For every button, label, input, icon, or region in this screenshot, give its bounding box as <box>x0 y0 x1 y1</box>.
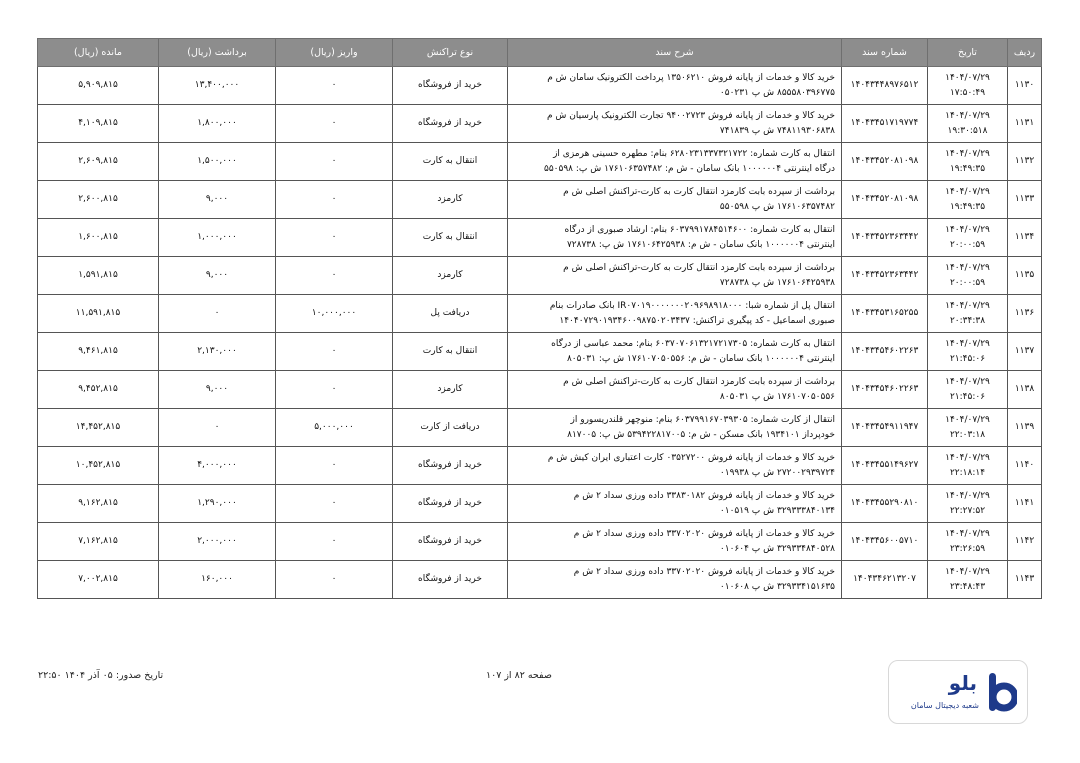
table-row <box>38 295 1042 333</box>
date-cell <box>928 561 1008 599</box>
description-line: خرید کالا و خدمات از پایانه فروش ۱۳۵۰۶۲۱۰ پرداخت الکترونیک سامان ش م <box>547 72 835 83</box>
row-number-cell: ۱۱۳۸ <box>1008 371 1042 409</box>
transaction-type-cell: خرید از فروشگاه <box>393 561 508 599</box>
description-cell <box>508 295 842 333</box>
transaction-type-cell: کارمزد <box>393 181 508 219</box>
column-header: ردیف <box>1008 39 1042 67</box>
description-line: ۱۷۶۱۰۶۳۵۷۴۸۲ ش پ ۵۵۰۵۹۸ <box>719 201 835 212</box>
transaction-type-cell: خرید از فروشگاه <box>393 67 508 105</box>
table-row <box>38 257 1042 295</box>
description-line: انتقال به کارت شماره: ۶۰۳۷۰۷۰۶۱۳۲۱۷۲۱۷۳۰۵ بنام: محمد عباسی از درگاه <box>551 338 835 349</box>
date-text: ۱۴۰۴/۰۷/۲۹ <box>945 414 990 425</box>
deposit-cell: ۰ <box>276 485 393 523</box>
document-number-cell: ۱۴۰۴۳۴۵۱۷۱۹۷۷۴ <box>842 105 928 143</box>
time-text: ۲۱:۴۵:۰۶ <box>949 391 986 402</box>
deposit-cell: ۰ <box>276 67 393 105</box>
balance-cell: ۹,۴۶۱,۸۱۵ <box>38 333 159 371</box>
column-header: شرح سند <box>508 39 842 67</box>
date-text: ۱۴۰۴/۰۷/۲۹ <box>945 490 990 501</box>
description-cell <box>508 257 842 295</box>
date-cell <box>928 485 1008 523</box>
balance-cell: ۲,۶۰۹,۸۱۵ <box>38 143 159 181</box>
description-line: خرید کالا و خدمات از پایانه فروش ۰۳۵۲۷۲۰۰ کارت اعتباری ایران کیش ش م <box>547 452 835 463</box>
description-line: خرید کالا و خدمات از پایانه فروش ۳۳۷۰۲۰۲۰ داده ورزی سداد ۲ ش م <box>573 528 835 539</box>
date-text: ۱۴۰۴/۰۷/۲۹ <box>945 110 990 121</box>
description-cell <box>508 523 842 561</box>
description-line: ۳۲۹۳۳۳۸۴۰۱۳۴ ش پ ۰۱۰۵۱۹ <box>719 505 835 516</box>
balance-cell: ۹,۴۵۲,۸۱۵ <box>38 371 159 409</box>
balance-cell: ۱۱,۵۹۱,۸۱۵ <box>38 295 159 333</box>
description-line: ۷۴۸۱۱۹۳۰۶۸۳۸ ش پ ۷۴۱۸۳۹ <box>719 125 835 136</box>
date-text: ۱۴۰۴/۰۷/۲۹ <box>945 148 990 159</box>
balance-cell: ۱۴,۴۵۲,۸۱۵ <box>38 409 159 447</box>
deposit-cell: ۰ <box>276 561 393 599</box>
date-text: ۱۴۰۴/۰۷/۲۹ <box>945 566 990 577</box>
deposit-cell: ۰ <box>276 143 393 181</box>
transaction-type-cell: خرید از فروشگاه <box>393 485 508 523</box>
column-header: مانده (ریال) <box>38 39 159 67</box>
deposit-cell: ۰ <box>276 105 393 143</box>
date-cell <box>928 447 1008 485</box>
description-line: ۳۲۹۳۳۴۱۵۱۶۳۵ ش پ ۰۱۰۶۰۸ <box>719 581 835 592</box>
transaction-type-cell: کارمزد <box>393 257 508 295</box>
deposit-cell: ۰ <box>276 523 393 561</box>
document-number-cell: ۱۴۰۴۳۴۵۵۲۹۰۸۱۰ <box>842 485 928 523</box>
column-header: برداشت (ریال) <box>159 39 276 67</box>
date-text: ۱۴۰۴/۰۷/۲۹ <box>945 452 990 463</box>
row-number-cell: ۱۱۴۰ <box>1008 447 1042 485</box>
description-cell <box>508 143 842 181</box>
row-number-cell: ۱۱۳۴ <box>1008 219 1042 257</box>
row-number-cell: ۱۱۴۱ <box>1008 485 1042 523</box>
time-text: ۲۰:۰۰:۵۹ <box>949 239 986 250</box>
description-line: خرید کالا و خدمات از پایانه فروش ۹۴۰۰۲۷۲۳ تجارت الکترونیک پارسیان ش م <box>546 110 835 121</box>
row-number-cell: ۱۱۳۹ <box>1008 409 1042 447</box>
transaction-type-cell: کارمزد <box>393 371 508 409</box>
date-text: ۱۴۰۴/۰۷/۲۹ <box>945 338 990 349</box>
table-row <box>38 143 1042 181</box>
date-cell <box>928 105 1008 143</box>
time-text: ۲۱:۴۵:۰۶ <box>949 353 986 364</box>
description-line: ۱۷۶۱۰۷۰۵۰۵۵۶ ش پ ۸۰۵۰۳۱ <box>719 391 835 402</box>
date-text: ۱۴۰۴/۰۷/۲۹ <box>945 376 990 387</box>
bank-logo <box>888 660 1028 724</box>
deposit-cell: ۰ <box>276 447 393 485</box>
row-number-cell: ۱۱۴۲ <box>1008 523 1042 561</box>
description-cell <box>508 181 842 219</box>
column-header: نوع تراکنش <box>393 39 508 67</box>
deposit-cell: ۰ <box>276 333 393 371</box>
balance-cell: ۲,۶۰۰,۸۱۵ <box>38 181 159 219</box>
transaction-type-cell: دریافت از کارت <box>393 409 508 447</box>
time-text: ۲۳:۴۸:۴۳ <box>949 581 986 592</box>
statement-table-wrapper <box>38 38 1042 599</box>
withdrawal-cell: ۹,۰۰۰ <box>159 371 276 409</box>
date-cell <box>928 257 1008 295</box>
transaction-type-cell: انتقال به کارت <box>393 333 508 371</box>
logo-name: بلو <box>948 671 977 695</box>
withdrawal-cell: ۲,۰۰۰,۰۰۰ <box>159 523 276 561</box>
row-number-cell: ۱۱۴۳ <box>1008 561 1042 599</box>
description-line: برداشت از سپرده بابت کارمزد انتقال کارت به کارت-تراکنش اصلی ش م <box>563 262 835 273</box>
document-number-cell: ۱۴۰۴۳۴۵۵۱۴۹۶۲۷ <box>842 447 928 485</box>
description-line: درگاه اینترنتی ۱۰۰۰۰۰۰۴ بانک سامان - ش م: ۱۷۶۱۰۶۳۵۷۴۸۲ ش پ: ۵۵۰۵۹۸ <box>543 163 835 174</box>
blu-logo-icon <box>987 669 1017 715</box>
description-line: انتقال به کارت شماره: ۶۰۳۷۹۹۱۷۸۴۵۱۴۶۰۰ بنام: ارشاد صبوری از درگاه <box>564 224 835 235</box>
row-number-cell: ۱۱۳۷ <box>1008 333 1042 371</box>
description-cell <box>508 485 842 523</box>
description-line: برداشت از سپرده بابت کارمزد انتقال کارت به کارت-تراکنش اصلی ش م <box>563 376 835 387</box>
transaction-type-cell: دریافت پل <box>393 295 508 333</box>
balance-cell: ۹,۱۶۲,۸۱۵ <box>38 485 159 523</box>
balance-cell: ۱۰,۴۵۲,۸۱۵ <box>38 447 159 485</box>
description-line: انتقال به کارت شماره: ۶۲۸۰۲۳۱۳۳۷۳۲۱۷۲۲ بنام: مطهره حسینی هرمزی از <box>553 148 835 159</box>
withdrawal-cell: ۰ <box>159 409 276 447</box>
date-cell <box>928 219 1008 257</box>
deposit-cell: ۰ <box>276 219 393 257</box>
time-text: ۱۹:۴۹:۳۵ <box>949 163 986 174</box>
date-text: ۱۴۰۴/۰۷/۲۹ <box>945 262 990 273</box>
deposit-cell: ۱۰,۰۰۰,۰۰۰ <box>276 295 393 333</box>
description-cell <box>508 561 842 599</box>
document-number-cell: ۱۴۰۴۳۴۶۲۱۳۲۰۷ <box>842 561 928 599</box>
balance-cell: ۵,۹۰۹,۸۱۵ <box>38 67 159 105</box>
time-text: ۲۲:۱۸:۱۴ <box>949 467 986 478</box>
date-cell <box>928 143 1008 181</box>
date-cell <box>928 523 1008 561</box>
table-row <box>38 485 1042 523</box>
description-line: ۸۵۵۵۸۰۳۹۶۷۷۵ ش پ ۰۵۰۲۳۱ <box>719 87 835 98</box>
description-cell <box>508 105 842 143</box>
deposit-cell: ۰ <box>276 257 393 295</box>
transaction-type-cell: انتقال به کارت <box>393 219 508 257</box>
table-row <box>38 409 1042 447</box>
description-cell <box>508 67 842 105</box>
row-number-cell: ۱۱۳۵ <box>1008 257 1042 295</box>
table-row <box>38 67 1042 105</box>
time-text: ۲۰:۳۴:۳۸ <box>949 315 986 326</box>
description-line: خرید کالا و خدمات از پایانه فروش ۳۳۸۳۰۱۸۲ داده ورزی سداد ۲ ش م <box>573 490 835 501</box>
withdrawal-cell: ۴,۰۰۰,۰۰۰ <box>159 447 276 485</box>
date-cell <box>928 67 1008 105</box>
document-number-cell: ۱۴۰۴۳۴۵۳۱۶۵۲۵۵ <box>842 295 928 333</box>
time-text: ۲۲:۲۷:۵۲ <box>949 505 986 516</box>
description-line: خرید کالا و خدمات از پایانه فروش ۳۳۷۰۲۰۲۰ داده ورزی سداد ۲ ش م <box>573 566 835 577</box>
table-row <box>38 561 1042 599</box>
description-line: ۳۲۹۳۳۴۸۴۰۵۲۸ ش پ ۰۱۰۶۰۴ <box>719 543 835 554</box>
withdrawal-cell: ۱,۵۰۰,۰۰۰ <box>159 143 276 181</box>
balance-cell: ۷,۰۰۲,۸۱۵ <box>38 561 159 599</box>
page-number: صفحه ۸۲ از ۱۰۷ <box>486 670 552 681</box>
deposit-cell: ۰ <box>276 371 393 409</box>
document-number-cell: ۱۴۰۴۳۴۵۲۳۶۳۴۴۲ <box>842 257 928 295</box>
statement-table <box>37 38 1042 599</box>
date-text: ۱۴۰۴/۰۷/۲۹ <box>945 186 990 197</box>
table-header-row <box>38 39 1042 67</box>
table-row <box>38 181 1042 219</box>
description-line: اینترنتی ۱۰۰۰۰۰۰۴ بانک سامان - ش م: ۱۷۶۱۰۷۰۵۰۵۵۶ ش پ: ۸۰۵۰۳۱ <box>566 353 835 364</box>
document-number-cell: ۱۴۰۴۳۴۵۲۰۸۱۰۹۸ <box>842 181 928 219</box>
withdrawal-cell: ۹,۰۰۰ <box>159 181 276 219</box>
date-text: ۱۴۰۴/۰۷/۲۹ <box>945 528 990 539</box>
balance-cell: ۴,۱۰۹,۸۱۵ <box>38 105 159 143</box>
row-number-cell: ۱۱۳۶ <box>1008 295 1042 333</box>
date-cell <box>928 409 1008 447</box>
table-row <box>38 105 1042 143</box>
description-line: اینترنتی ۱۰۰۰۰۰۰۴ بانک سامان - ش م: ۱۷۶۱۰۶۴۲۵۹۳۸ ش پ: ۷۲۸۷۳۸ <box>566 239 835 250</box>
withdrawal-cell: ۱,۸۰۰,۰۰۰ <box>159 105 276 143</box>
date-cell <box>928 333 1008 371</box>
time-text: ۲۲:۰۳:۱۸ <box>949 429 986 440</box>
withdrawal-cell: ۰ <box>159 295 276 333</box>
transaction-type-cell: خرید از فروشگاه <box>393 105 508 143</box>
description-line: انتقال پل از شماره شبا: IR۰۷۰۱۹۰۰۰۰۰۰۰۲۰۹۶۹۸۹۱۸۰۰۰ بانک صادرات بنام <box>549 300 835 311</box>
balance-cell: ۱,۶۰۰,۸۱۵ <box>38 219 159 257</box>
deposit-cell: ۵,۰۰۰,۰۰۰ <box>276 409 393 447</box>
time-text: ۲۰:۰۰:۵۹ <box>949 277 986 288</box>
time-text: ۲۳:۲۶:۵۹ <box>949 543 986 554</box>
row-number-cell: ۱۱۳۰ <box>1008 67 1042 105</box>
description-line: خودپرداز ۱۹۳۴۱۰۱ بانک مسکن - ش م: ۵۳۹۴۲۲۸۱۷۰۰۵ ش پ: ۸۱۷۰۰۵ <box>567 429 835 440</box>
time-text: ۱۹:۳۰:۵۱۸ <box>947 125 988 136</box>
description-line: انتقال از کارت شماره: ۶۰۳۷۹۹۱۶۷۰۳۹۳۰۵ بنام: منوچهر قلندریسورو از <box>570 414 835 425</box>
withdrawal-cell: ۱۶۰,۰۰۰ <box>159 561 276 599</box>
deposit-cell: ۰ <box>276 181 393 219</box>
description-cell <box>508 409 842 447</box>
document-number-cell: ۱۴۰۴۳۴۴۸۹۷۶۵۱۲ <box>842 67 928 105</box>
table-row <box>38 523 1042 561</box>
time-text: ۱۷:۵۰:۴۹ <box>949 87 986 98</box>
table-row <box>38 447 1042 485</box>
column-header: واریز (ریال) <box>276 39 393 67</box>
row-number-cell: ۱۱۳۳ <box>1008 181 1042 219</box>
document-number-cell: ۱۴۰۴۳۴۵۲۳۶۳۴۴۲ <box>842 219 928 257</box>
description-line: برداشت از سپرده بابت کارمزد انتقال کارت به کارت-تراکنش اصلی ش م <box>563 186 835 197</box>
column-header: تاریخ <box>928 39 1008 67</box>
description-cell <box>508 371 842 409</box>
description-cell <box>508 333 842 371</box>
table-body <box>38 67 1042 599</box>
withdrawal-cell: ۱۳,۴۰۰,۰۰۰ <box>159 67 276 105</box>
description-cell <box>508 447 842 485</box>
issue-date: تاریخ صدور: ۰۵ آذر ۱۴۰۴ ۲۲:۵۰ <box>38 670 164 681</box>
date-cell <box>928 295 1008 333</box>
document-number-cell: ۱۴۰۴۳۴۵۴۶۰۲۲۶۳ <box>842 371 928 409</box>
column-header: شماره سند <box>842 39 928 67</box>
balance-cell: ۷,۱۶۲,۸۱۵ <box>38 523 159 561</box>
row-number-cell: ۱۱۳۱ <box>1008 105 1042 143</box>
date-cell <box>928 181 1008 219</box>
transaction-type-cell: خرید از فروشگاه <box>393 523 508 561</box>
withdrawal-cell: ۱,۲۹۰,۰۰۰ <box>159 485 276 523</box>
document-number-cell: ۱۴۰۴۳۴۵۴۶۰۲۲۶۳ <box>842 333 928 371</box>
description-line: ۱۷۶۱۰۶۴۲۵۹۳۸ ش پ ۷۲۸۷۳۸ <box>719 277 835 288</box>
description-cell <box>508 219 842 257</box>
document-number-cell: ۱۴۰۴۳۴۵۶۰۰۵۷۱۰ <box>842 523 928 561</box>
table-row <box>38 371 1042 409</box>
document-number-cell: ۱۴۰۴۳۴۵۴۹۱۱۹۴۷ <box>842 409 928 447</box>
withdrawal-cell: ۹,۰۰۰ <box>159 257 276 295</box>
table-row <box>38 219 1042 257</box>
transaction-type-cell: انتقال به کارت <box>393 143 508 181</box>
date-text: ۱۴۰۴/۰۷/۲۹ <box>945 224 990 235</box>
description-line: صبوری اسماعیل - کد پیگیری تراکنش: ۱۴۰۴۰۷۲۹۰۱۹۳۴۶۰۰۹۸۷۵۰۲۰۳۴۳۷ <box>559 315 835 326</box>
date-text: ۱۴۰۴/۰۷/۲۹ <box>945 300 990 311</box>
logo-subtitle: شعبه دیجیتال سامان <box>910 701 979 710</box>
row-number-cell: ۱۱۳۲ <box>1008 143 1042 181</box>
withdrawal-cell: ۱,۰۰۰,۰۰۰ <box>159 219 276 257</box>
table-row <box>38 333 1042 371</box>
date-cell <box>928 371 1008 409</box>
balance-cell: ۱,۵۹۱,۸۱۵ <box>38 257 159 295</box>
date-text: ۱۴۰۴/۰۷/۲۹ <box>945 72 990 83</box>
transaction-type-cell: خرید از فروشگاه <box>393 447 508 485</box>
withdrawal-cell: ۲,۱۳۰,۰۰۰ <box>159 333 276 371</box>
description-line: ۲۷۲۰۰۲۹۳۹۷۲۴ ش پ ۰۱۹۹۳۸ <box>719 467 835 478</box>
document-number-cell: ۱۴۰۴۳۴۵۲۰۸۱۰۹۸ <box>842 143 928 181</box>
time-text: ۱۹:۴۹:۳۵ <box>949 201 986 212</box>
